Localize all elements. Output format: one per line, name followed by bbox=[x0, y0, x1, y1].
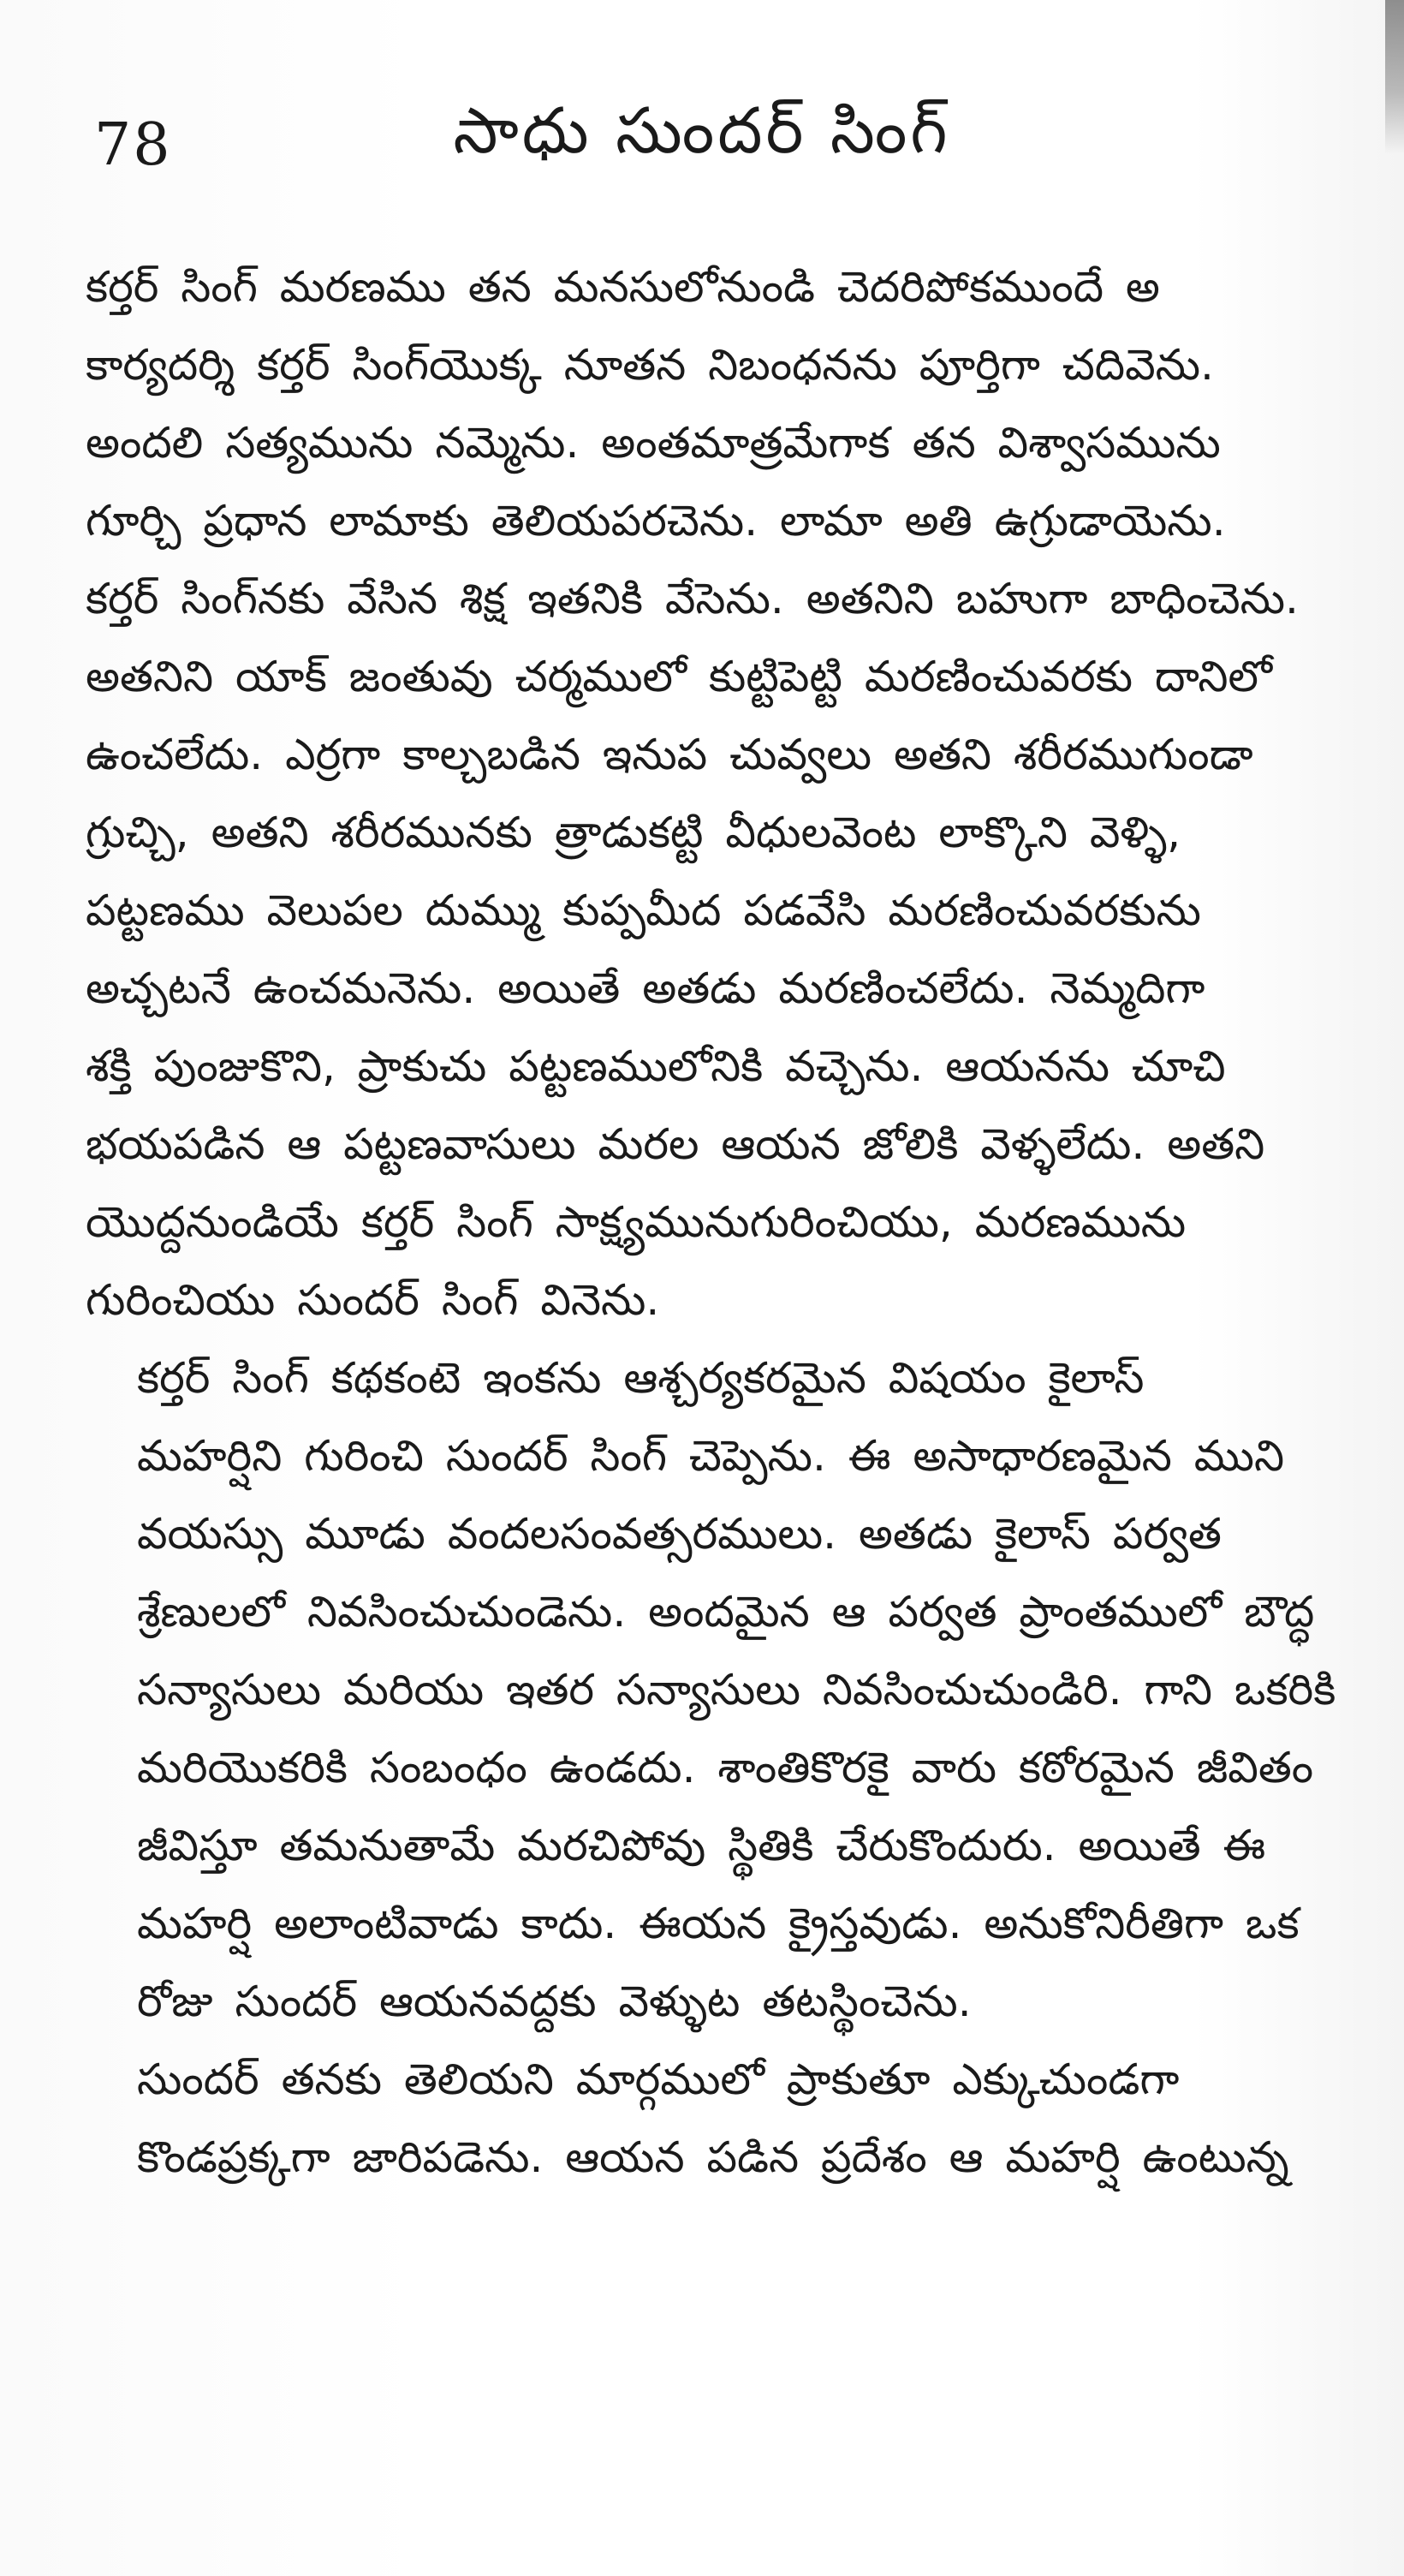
body-text bbox=[86, 248, 1370, 2197]
paragraph-1 bbox=[86, 248, 1370, 1339]
text-line: గూర్చి ప్రధాన లామాకు తెలియపరచెను. లామా అతి ఉగ్రుడాయెను. bbox=[86, 496, 1226, 546]
text-line: అచ్చటనే ఉంచమనెను. అయితే అతడు మరణించలేదు. నెమ్మదిగా bbox=[86, 963, 1205, 1013]
text-line: కర్తర్ సింగ్ మరణము తన మనసులోనుండి చెదరిపోకముందే అ bbox=[86, 262, 1160, 312]
text-line: రోజు సుందర్ ఆయనవద్దకు వెళ్ళుట తటస్థించెను. bbox=[137, 1977, 972, 2026]
text-line: అతనిని యాక్ జంతువు చర్మములో కుట్టిపెట్టి మరణించువరకు దానిలో bbox=[86, 652, 1272, 701]
text-line: మహర్షి అలాంటివాడు కాదు. ఈయన క్రైస్తవుడు. అనుకోనిరీతిగా ఒక bbox=[137, 1899, 1300, 1948]
text-line: కార్యదర్శి కర్తర్ సింగ్‌యొక్క నూతన నిబంధనను పూర్తిగా చదివెను. bbox=[86, 340, 1214, 390]
running-title: సాధు సుందర్ సింగ్ bbox=[453, 94, 951, 168]
text-line: మహర్షిని గురించి సుందర్ సింగ్ చెప్పెను. ఈ అసాధారణమైన ముని bbox=[137, 1431, 1285, 1481]
text-line: భయపడిన ఆ పట్టణవాసులు మరల ఆయన జోలికి వెళ్ళలేదు. అతని bbox=[86, 1119, 1265, 1169]
text-line: పట్టణము వెలుపల దుమ్ము కుప్పమీద పడవేసి మరణించువరకును bbox=[86, 886, 1201, 935]
text-line: గ్రుచ్చి, అతని శరీరమునకు త్రాడుకట్టి వీధులవెంట లాక్కొని వెళ్ళి, bbox=[86, 808, 1181, 857]
text-line: ఉంచలేదు. ఎర్రగా కాల్చబడిన ఇనుప చువ్వలు అతని శరీరముగుండా bbox=[86, 730, 1253, 779]
text-line: మరియొకరికి సంబంధం ఉండదు. శాంతికొరకై వారు కఠోరమైన జీవితం bbox=[137, 1743, 1314, 1792]
text-line: శ్రేణులలో నివసించుచుండెను. అందమైన ఆ పర్వత ప్రాంతములో బౌద్ధ bbox=[137, 1587, 1315, 1637]
text-line: సన్యాసులు మరియు ఇతర సన్యాసులు నివసించుచుండిరి. గాని ఒకరికి bbox=[137, 1665, 1336, 1714]
text-line: కర్తర్ సింగ్‌నకు వేసిన శిక్ష ఇతనికి వేసెను. అతనిని బహుగా బాధించెను. bbox=[86, 574, 1299, 623]
paragraph-3 bbox=[86, 2041, 1370, 2197]
page-header bbox=[0, 60, 1404, 188]
paragraph-2 bbox=[86, 1339, 1370, 2041]
page-number: 78 bbox=[94, 111, 172, 179]
text-line: వయస్సు మూడు వందలసంవత్సరములు. అతడు కైలాస్ పర్వత bbox=[137, 1509, 1222, 1559]
text-line: కొండప్రక్కగా జారిపడెను. ఆయన పడిన ప్రదేశం ఆ మహర్షి ఉంటున్న bbox=[137, 2132, 1289, 2182]
text-line: అందలి సత్యమును నమ్మెను. అంతమాత్రమేగాక తన విశ్వాసమును bbox=[86, 418, 1221, 468]
text-line: యొద్దనుండియే కర్తర్ సింగ్ సాక్ష్యమునుగురించియు, మరణమును bbox=[86, 1197, 1187, 1247]
text-line: శక్తి పుంజుకొని, ప్రాకుచు పట్టణములోనికి వచ్చెను. ఆయనను చూచి bbox=[86, 1041, 1226, 1091]
text-line: కర్తర్ సింగ్ కథకంటె ఇంకను ఆశ్చర్యకరమైన విషయం కైలాస్ bbox=[137, 1353, 1145, 1403]
text-line: సుందర్ తనకు తెలియని మార్గములో ప్రాకుతూ ఎక్కుచుండగా bbox=[137, 2054, 1180, 2104]
text-line: జీవిస్తూ తమనుతామే మరచిపోవు స్థితికి చేరుకొందురు. అయితే ఈ bbox=[137, 1821, 1266, 1870]
text-line: గురించియు సుందర్ సింగ్ వినెను. bbox=[86, 1275, 660, 1325]
